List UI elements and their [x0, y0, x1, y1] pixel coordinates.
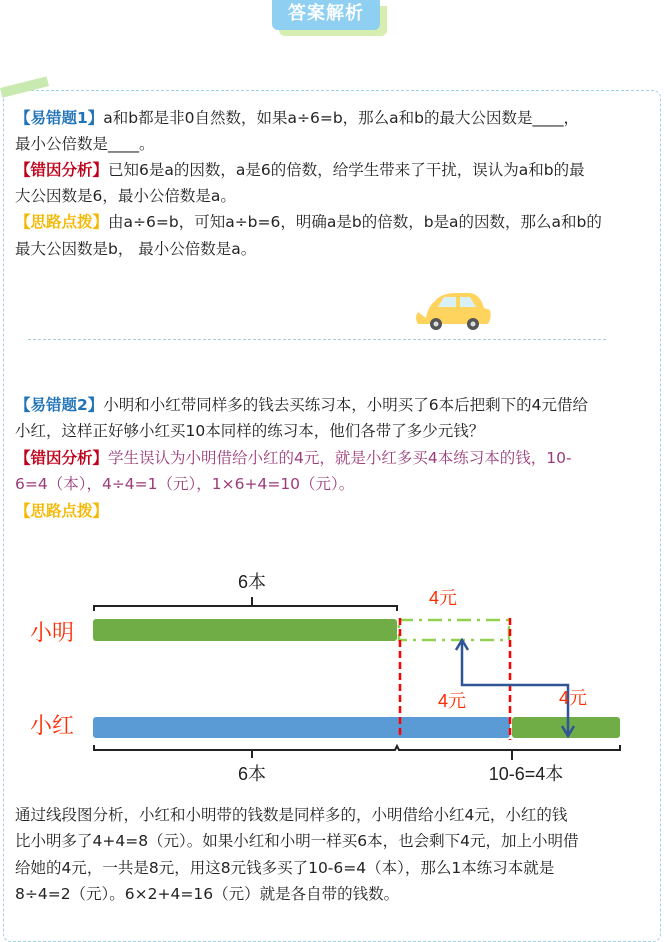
bottom-brace: [94, 745, 620, 760]
q2-cause-line: 6=4（本），4÷4=1（元），1×6+4=10（元）。: [15, 475, 355, 493]
q2-cause-tag: 【错因分析】: [15, 449, 109, 467]
q2-tag: 【易错题2】: [15, 396, 104, 414]
explanation-line: 比小明多了4+4=8（元）。如果小红和小明一样买6本，也会剩下4元，加上小明借: [15, 832, 579, 850]
lent-money-box: [399, 620, 509, 640]
mid-label: 4元: [437, 691, 467, 711]
xiaohong-label: 小红: [30, 713, 75, 738]
q2-cause-text: 学生误认为小明借给小红的4元，就是小红多买4本练习本的钱，10-: [108, 449, 572, 467]
lent-label: 4元: [428, 588, 458, 608]
q1-cause-line: 大公因数是6，最小公倍数是a。: [15, 187, 236, 205]
bottom-left-label: 6本: [237, 764, 267, 784]
title-badge: 答案解析: [272, 0, 380, 30]
xiaoming-label: 小明: [30, 620, 75, 645]
explanation-line: 8÷4=2（元）。6×2+4=16（元）就是各自带的钱数。: [15, 885, 400, 903]
explanation-line: 给她的4元，一共是8元，用这8元钱多买了10-6=4（本），那么1本练习本就是: [15, 859, 555, 877]
explanation-line: 通过线段图分析，小红和小明带的钱数是同样多的，小明借给小红4元，小红的钱: [15, 806, 568, 824]
q1-hint-line: 最大公因数是b， 最小公倍数是a。: [15, 240, 257, 258]
top-brace-label: 6本: [237, 572, 267, 592]
xiaoming-bar: [93, 619, 397, 641]
q1-tag: 【易错题1】: [15, 109, 104, 127]
q2-question-line: 小红，这样正好够小红买10本同样的练习本，他们各带了多少元钱？: [15, 422, 485, 440]
q1-hint-tag: 【思路点拨】: [15, 213, 109, 231]
q1-question-line: 最小公倍数是____。: [15, 135, 155, 153]
q1-hint-text: 由a÷6=b，可知a÷b=6，明确a是b的倍数，b是a的因数，那么a和b的: [108, 213, 602, 231]
top-brace: [94, 597, 397, 611]
q2-question-text: 小明和小红带同样多的钱去买练习本，小明买了6本后把剩下的4元借给: [103, 396, 589, 414]
q1-cause-text: 已知6是a的因数，a是6的倍数，给学生带来了干扰，误认为a和b的最: [108, 161, 585, 179]
right-label: 4元: [558, 688, 588, 708]
q1-cause-tag: 【错因分析】: [15, 161, 109, 179]
xiaohong-bar: [93, 717, 510, 738]
q1-question-text: a和b都是非0自然数，如果a÷6=b，那么a和b的最大公因数是____，: [103, 109, 580, 127]
q2-hint-tag: 【思路点拨】: [15, 502, 109, 520]
bottom-right-label: 10-6=4本: [488, 764, 564, 784]
